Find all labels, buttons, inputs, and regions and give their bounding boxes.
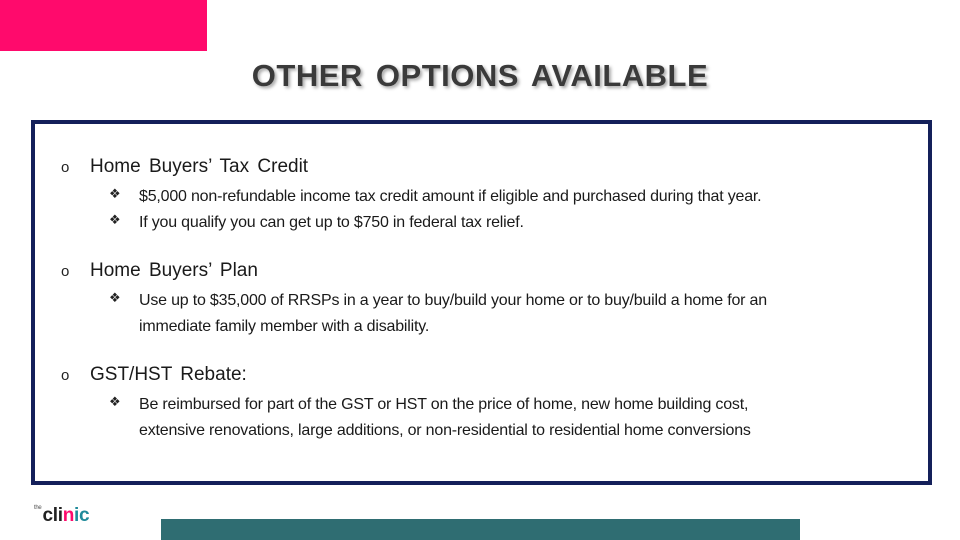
list-item-text: immediate family member with a disability.: [139, 318, 430, 335]
content-box: [31, 120, 932, 485]
diamond-bullet-icon: ❖: [109, 290, 121, 305]
list-item: [35, 288, 928, 340]
section-heading: [35, 364, 928, 388]
slide-title: OTHER OPTIONS AVAILABLE: [251, 58, 709, 93]
pink-accent-bar: [0, 0, 207, 51]
list-item: [35, 184, 928, 210]
list-item-text: If you qualify you can get up to $750 in federal tax relief.: [139, 214, 524, 231]
circle-bullet-icon: o: [61, 367, 70, 384]
diamond-bullet-icon: ❖: [109, 186, 121, 201]
section-gst-rebate: [35, 364, 928, 444]
circle-bullet-icon: o: [61, 263, 70, 280]
diamond-bullet-icon: ❖: [109, 212, 121, 227]
section-heading-text: GST/HST Rebate:: [90, 364, 247, 385]
teal-footer-bar: [161, 519, 800, 540]
clinic-logo: $^{the}$clinic: [34, 505, 90, 526]
section-heading: [35, 156, 928, 180]
section-tax-credit: [35, 156, 928, 236]
list-item: [35, 392, 928, 444]
circle-bullet-icon: o: [61, 159, 70, 176]
list-item-text: $5,000 non-refundable income tax credit amount if eligible and purchased during that year.: [139, 188, 762, 205]
diamond-bullet-icon: ❖: [109, 394, 121, 409]
section-heading-text: Home Buyers’ Tax Credit: [90, 156, 309, 177]
list-item-text: Be reimbursed for part of the GST or HST on the price of home, new home building cost,: [139, 396, 749, 413]
list-item-text: extensive renovations, large additions, or non-residential to residential home conversions: [139, 422, 751, 439]
section-heading-text: Home Buyers’ Plan: [90, 260, 258, 281]
list-item-text: Use up to $35,000 of RRSPs in a year to buy/build your home or to buy/build a home for an: [139, 292, 767, 309]
list-item: [35, 210, 928, 236]
section-buyers-plan: [35, 260, 928, 340]
section-heading: [35, 260, 928, 284]
